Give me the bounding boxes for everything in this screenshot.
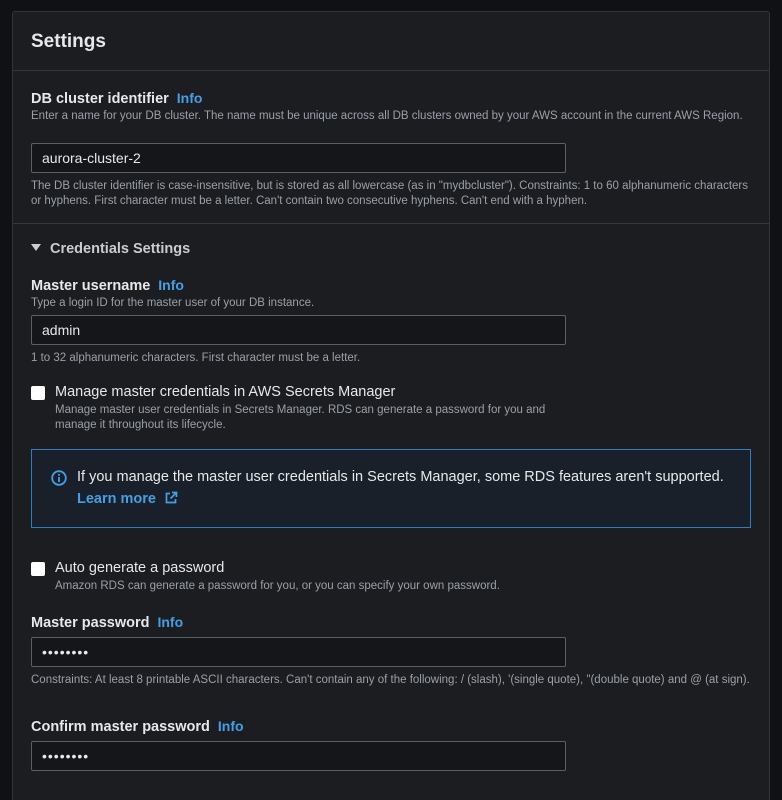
cluster-identifier-input[interactable] xyxy=(31,143,566,173)
page-title: Settings xyxy=(31,31,106,52)
cluster-identifier-constraints: The DB cluster identifier is case-insensitive, but is stored as all lowercase (as in "mydbcluster"). Constraints: 1 to 60 alphanumeric characters or hyphens. First character must be a letter. Can't contain two consecutive hyphens. Can't end with a hyphen. xyxy=(31,180,748,207)
master-password-label-row xyxy=(31,614,183,632)
confirm-password-input[interactable] xyxy=(31,741,566,771)
master-username-info-link[interactable]: Info xyxy=(158,277,184,293)
auto-generate-description: Amazon RDS can generate a password for you, or you can specify your own password. xyxy=(55,580,500,592)
master-username-description: Type a login ID for the master user of your DB instance. xyxy=(31,297,315,309)
info-circle-icon xyxy=(51,470,67,486)
secrets-manager-label: Manage master credentials in AWS Secrets Manager xyxy=(55,384,396,400)
master-password-input[interactable] xyxy=(31,637,566,667)
auto-generate-label: Auto generate a password xyxy=(55,560,225,576)
credentials-settings-label: Credentials Settings xyxy=(50,241,191,257)
cluster-identifier-info-link[interactable]: Info xyxy=(176,90,203,106)
confirm-password-info-link[interactable]: Info xyxy=(217,718,244,734)
external-link-icon xyxy=(164,491,178,505)
divider xyxy=(13,223,769,224)
master-password-label: Master password xyxy=(31,615,150,631)
alert-text: If you manage the master user credentials in Secrets Manager, some RDS features aren't supported. xyxy=(77,469,724,485)
caret-down-icon xyxy=(31,244,41,251)
confirm-password-label: Confirm master password xyxy=(31,719,210,735)
info-alert xyxy=(31,449,751,528)
auto-generate-checkbox[interactable] xyxy=(31,562,45,576)
cluster-identifier-label-row xyxy=(31,90,202,108)
secrets-manager-checkbox[interactable] xyxy=(31,386,45,400)
master-username-input[interactable] xyxy=(31,315,566,345)
master-username-constraints: 1 to 32 alphanumeric characters. First character must be a letter. xyxy=(31,352,361,364)
settings-panel xyxy=(12,11,770,800)
master-username-label-row xyxy=(31,277,184,295)
secrets-manager-description: Manage master user credentials in Secrets Manager. RDS can generate a password for you and manage it throughout its lifecycle. xyxy=(55,404,546,431)
learn-more-link[interactable] xyxy=(77,491,178,507)
credentials-settings-toggle[interactable] xyxy=(31,241,190,257)
cluster-identifier-label: DB cluster identifier xyxy=(31,91,169,107)
master-password-info-link[interactable]: Info xyxy=(157,614,184,630)
divider xyxy=(13,70,769,71)
master-password-constraints: Constraints: At least 8 printable ASCII characters. Can't contain any of the following: / (slash), '(single quote), "(double quote) and @ (at sign). xyxy=(31,674,750,686)
cluster-identifier-description: Enter a name for your DB cluster. The name must be unique across all DB clusters owned by your AWS account in the current AWS Region. xyxy=(31,110,743,122)
confirm-password-label-row xyxy=(31,718,244,736)
master-username-label: Master username xyxy=(31,278,151,294)
learn-more-label: Learn more xyxy=(77,491,156,507)
